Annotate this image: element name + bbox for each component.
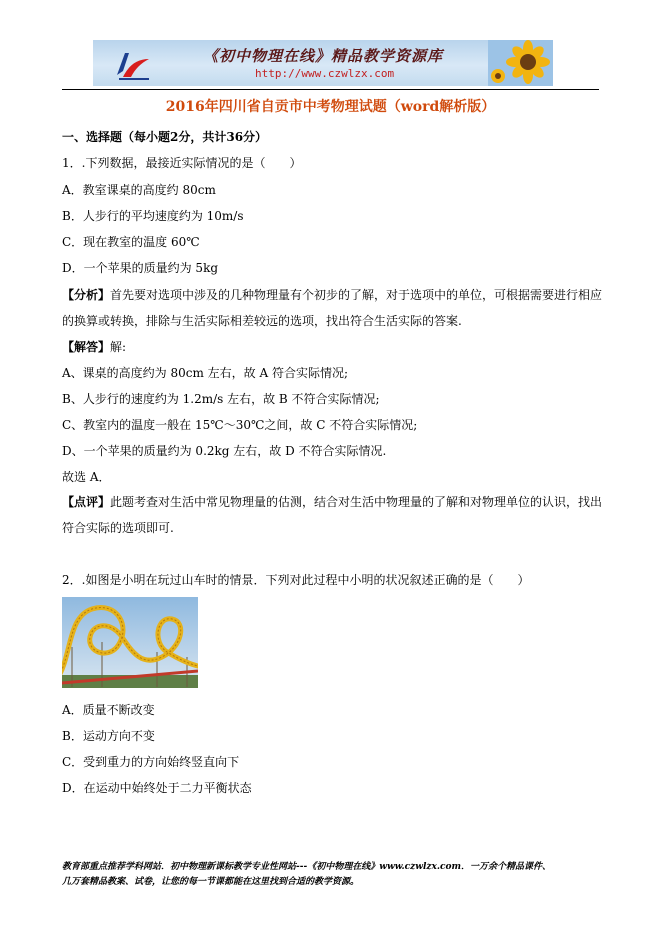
banner-url[interactable]: http://www.czwlzx.com	[255, 67, 395, 80]
q1-option-d: D．一个苹果的质量约为 5kg	[62, 261, 219, 275]
sunflower-icon	[488, 40, 553, 86]
section-heading: 一、选择题（每小题2分，共计36分）	[62, 130, 268, 144]
q1-option-a: A．教室课桌的高度约 80cm	[62, 183, 216, 197]
answer-label: 【解答】	[62, 340, 111, 354]
q1-option-b: B．人步行的平均速度约为 10m/s	[62, 209, 244, 223]
q1-analysis-line2: 的换算或转换，排除与生活实际相差较远的选项，找出符合生活实际的答案.	[62, 314, 462, 328]
q2-option-a: A．质量不断改变	[62, 703, 155, 717]
page-footer	[62, 860, 602, 890]
comment-text-1: 此题考查对生活中常见物理量的估测，结合对生活中物理量的了解和对物理单位的认识，找出	[110, 495, 603, 509]
q1-answer-heading	[62, 339, 126, 355]
q1-choice: 故选 A．	[62, 470, 111, 484]
q1-solution-d: D、一个苹果的质量约为 0.2kg 左右，故 D 不符合实际情况.	[62, 444, 387, 458]
comment-label: 【点评】	[62, 495, 111, 509]
q1-comment-line1	[62, 494, 602, 510]
page-title: 2016年四川省自贡市中考物理试题（word解析版）	[165, 99, 496, 115]
q2-option-d: D．在运动中始终处于二力平衡状态	[62, 781, 252, 795]
roller-coaster-image	[62, 597, 198, 688]
q2-option-c: C．受到重力的方向始终竖直向下	[62, 755, 240, 769]
footer-line-1: 教育部重点推荐学科网站．初中物理新课标教学专业性网站---《初中物理在线》www.czwlzx.com．一万余个精品课件、	[62, 862, 552, 872]
q1-solution-b: B、人步行的速度约为 1.2m/s 左右，故 B 不符合实际情况;	[62, 392, 380, 406]
q2-stem: 2．.如图是小明在玩过山车时的情景．下列对此过程中小明的状况叙述正确的是（ ）	[62, 573, 530, 587]
q1-analysis-line1	[62, 287, 602, 303]
answer-suffix: 解:	[110, 340, 127, 354]
footer-line-2: 几万套精品教案、试卷，让您的每一节课都能在这里找到合适的教学资源。	[62, 877, 360, 887]
banner-title: 《初中物理在线》精品教学资源库	[203, 47, 444, 65]
analysis-text-1: 首先要对选项中涉及的几种物理量有个初步的了解，对于选项中的单位，可根据需要进行相应	[110, 288, 603, 302]
header-divider	[62, 89, 599, 90]
q1-comment-line2: 符合实际的选项即可.	[62, 521, 174, 535]
q2-option-b: B．运动方向不变	[62, 729, 155, 743]
q1-solution-c: C、教室内的温度一般在 15℃～30℃之间，故 C 不符合实际情况;	[62, 418, 418, 432]
q1-stem: 1．.下列数据，最接近实际情况的是（ ）	[62, 156, 302, 170]
q1-solution-a: A、课桌的高度约为 80cm 左右，故 A 符合实际情况;	[62, 366, 349, 380]
header-banner	[93, 40, 553, 86]
q1-option-c: C．现在教室的温度 60℃	[62, 235, 200, 249]
site-logo-icon	[113, 45, 153, 83]
analysis-label: 【分析】	[62, 288, 111, 302]
